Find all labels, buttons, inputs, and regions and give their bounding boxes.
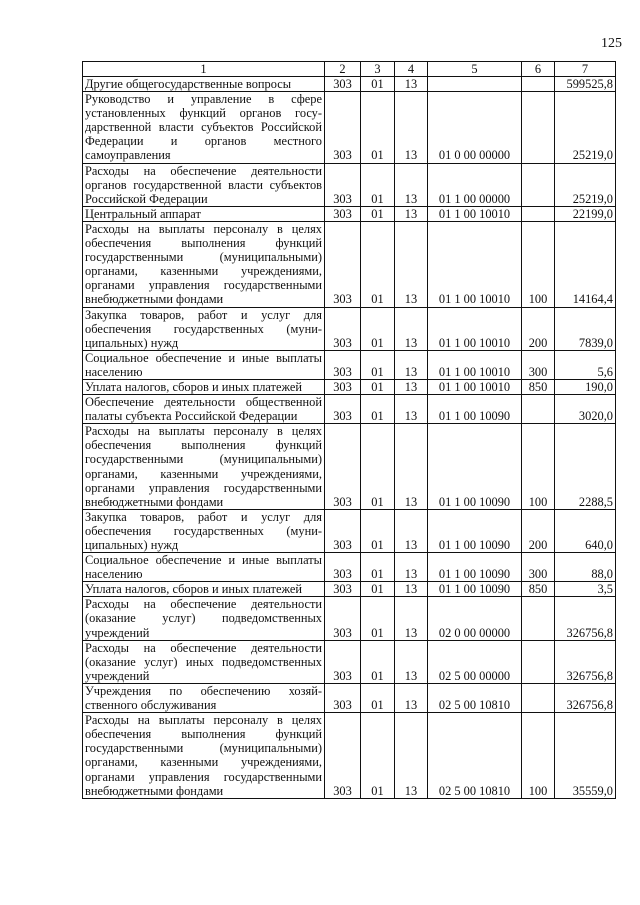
row-subsection: 13 (395, 424, 428, 510)
row-subsection: 13 (395, 206, 428, 221)
row-expense-type: 100 (522, 424, 555, 510)
table-row (83, 350, 616, 379)
row-target-article: 02 0 00 00000 (428, 597, 522, 640)
row-expense-type (522, 92, 555, 163)
table-row (83, 77, 616, 92)
row-target-article: 01 1 00 10010 (428, 350, 522, 379)
row-subsection: 13 (395, 307, 428, 350)
table-body (83, 77, 616, 799)
row-target-article (428, 77, 522, 92)
row-section: 01 (361, 713, 395, 799)
row-section: 01 (361, 597, 395, 640)
row-expense-type: 300 (522, 553, 555, 582)
row-subsection: 13 (395, 597, 428, 640)
row-section: 01 (361, 424, 395, 510)
row-expense-type (522, 640, 555, 683)
row-name: Расходы на выплаты персоналу в целях обеспечения выполнения функций государственными (муниципальными) органами, казенными учреждениями, органами управления государственными внебюджетными фондами (83, 424, 325, 510)
row-target-article: 01 1 00 00000 (428, 163, 522, 206)
row-section: 01 (361, 553, 395, 582)
row-expense-type: 850 (522, 582, 555, 597)
row-name: Учреждения по обеспечению хозяйственного обслуживания (83, 683, 325, 712)
row-target-article: 01 1 00 10010 (428, 307, 522, 350)
row-section: 01 (361, 77, 395, 92)
row-name: Расходы на обеспечение деятельности (оказание услуг) подведомственных учреждений (83, 597, 325, 640)
row-ministry: 303 (325, 350, 361, 379)
row-section: 01 (361, 582, 395, 597)
row-name: Расходы на выплаты персоналу в целях обеспечения выполнения функций государственными (муниципальными) органами, казенными учреждениями, органами управления государственными внебюджетными фондами (83, 713, 325, 799)
row-target-article: 02 5 00 10810 (428, 683, 522, 712)
row-amount: 25219,0 (555, 163, 616, 206)
row-name: Обеспечение деятельности общественной палаты субъекта Российской Федерации (83, 395, 325, 424)
page-number: 125 (601, 36, 622, 51)
row-subsection: 13 (395, 163, 428, 206)
table-row (83, 640, 616, 683)
row-target-article: 01 1 00 10010 (428, 221, 522, 307)
row-amount: 25219,0 (555, 92, 616, 163)
row-amount: 326756,8 (555, 597, 616, 640)
row-ministry: 303 (325, 395, 361, 424)
row-section: 01 (361, 509, 395, 552)
row-expense-type: 200 (522, 509, 555, 552)
row-subsection: 13 (395, 221, 428, 307)
row-section: 01 (361, 640, 395, 683)
row-target-article: 01 1 00 10090 (428, 509, 522, 552)
row-name: Другие общегосударственные вопросы (83, 77, 325, 92)
row-amount: 2288,5 (555, 424, 616, 510)
table-row (83, 206, 616, 221)
header-col-6: 6 (522, 62, 555, 77)
row-ministry: 303 (325, 307, 361, 350)
table-row (83, 713, 616, 799)
row-ministry: 303 (325, 379, 361, 394)
row-ministry: 303 (325, 713, 361, 799)
row-amount: 640,0 (555, 509, 616, 552)
row-expense-type (522, 163, 555, 206)
row-amount: 7839,0 (555, 307, 616, 350)
row-amount: 5,6 (555, 350, 616, 379)
row-name: Расходы на обеспечение деятельности органов государственной власти субъектов Российской Федерации (83, 163, 325, 206)
row-name: Закупка товаров, работ и услуг для обеспечения государственных (муниципальных) нужд (83, 509, 325, 552)
row-amount: 3020,0 (555, 395, 616, 424)
row-subsection: 13 (395, 713, 428, 799)
row-name: Расходы на выплаты персоналу в целях обеспечения выполнения функций государственными (муниципальными) органами, казенными учреждениями, органами управления государственными внебюджетными фондами (83, 221, 325, 307)
row-section: 01 (361, 206, 395, 221)
row-expense-type (522, 597, 555, 640)
row-expense-type (522, 395, 555, 424)
row-ministry: 303 (325, 553, 361, 582)
row-name: Социальное обеспечение и иные выплаты населению (83, 350, 325, 379)
row-subsection: 13 (395, 553, 428, 582)
row-section: 01 (361, 395, 395, 424)
row-ministry: 303 (325, 509, 361, 552)
row-expense-type (522, 206, 555, 221)
row-ministry: 303 (325, 424, 361, 510)
row-target-article: 02 5 00 00000 (428, 640, 522, 683)
row-amount: 14164,4 (555, 221, 616, 307)
header-col-1: 1 (83, 62, 325, 77)
row-amount: 190,0 (555, 379, 616, 394)
header-col-4: 4 (395, 62, 428, 77)
table-row (83, 597, 616, 640)
table-row (83, 92, 616, 163)
row-subsection: 13 (395, 582, 428, 597)
row-name: Социальное обеспечение и иные выплаты населению (83, 553, 325, 582)
row-subsection: 13 (395, 77, 428, 92)
row-name: Уплата налогов, сборов и иных платежей (83, 582, 325, 597)
row-amount: 88,0 (555, 553, 616, 582)
row-target-article: 01 1 00 10090 (428, 582, 522, 597)
row-ministry: 303 (325, 683, 361, 712)
row-amount: 326756,8 (555, 640, 616, 683)
table-row (83, 221, 616, 307)
row-name: Центральный аппарат (83, 206, 325, 221)
row-ministry: 303 (325, 597, 361, 640)
row-amount: 22199,0 (555, 206, 616, 221)
row-name: Руководство и управление в сфере установленных функций органов государственной власти субъектов Российской Федерации и органов местного самоуправления (83, 92, 325, 163)
row-ministry: 303 (325, 92, 361, 163)
row-section: 01 (361, 683, 395, 712)
row-subsection: 13 (395, 395, 428, 424)
row-ministry: 303 (325, 206, 361, 221)
row-section: 01 (361, 221, 395, 307)
row-name: Закупка товаров, работ и услуг для обеспечения государственных (муниципальных) нужд (83, 307, 325, 350)
row-section: 01 (361, 163, 395, 206)
table-header-row (83, 62, 616, 77)
row-expense-type: 850 (522, 379, 555, 394)
row-subsection: 13 (395, 683, 428, 712)
row-ministry: 303 (325, 640, 361, 683)
row-name: Расходы на обеспечение деятельности (оказание услуг) иных подведомственных учреждений (83, 640, 325, 683)
row-target-article: 01 1 00 10010 (428, 379, 522, 394)
row-subsection: 13 (395, 640, 428, 683)
row-amount: 35559,0 (555, 713, 616, 799)
row-subsection: 13 (395, 379, 428, 394)
row-expense-type (522, 683, 555, 712)
row-expense-type: 100 (522, 221, 555, 307)
row-target-article: 01 0 00 00000 (428, 92, 522, 163)
table-row (83, 553, 616, 582)
table-row (83, 163, 616, 206)
table-row (83, 424, 616, 510)
row-target-article: 01 1 00 10090 (428, 424, 522, 510)
row-name: Уплата налогов, сборов и иных платежей (83, 379, 325, 394)
table-row (83, 395, 616, 424)
row-target-article: 01 1 00 10090 (428, 553, 522, 582)
row-amount: 599525,8 (555, 77, 616, 92)
header-col-5: 5 (428, 62, 522, 77)
row-subsection: 13 (395, 509, 428, 552)
row-section: 01 (361, 350, 395, 379)
table-row (83, 509, 616, 552)
row-ministry: 303 (325, 77, 361, 92)
row-section: 01 (361, 307, 395, 350)
row-ministry: 303 (325, 582, 361, 597)
header-col-2: 2 (325, 62, 361, 77)
table-row (83, 683, 616, 712)
row-amount: 326756,8 (555, 683, 616, 712)
row-ministry: 303 (325, 221, 361, 307)
row-target-article: 01 1 00 10010 (428, 206, 522, 221)
table-row (83, 379, 616, 394)
table-row (83, 582, 616, 597)
row-subsection: 13 (395, 92, 428, 163)
row-target-article: 02 5 00 10810 (428, 713, 522, 799)
row-ministry: 303 (325, 163, 361, 206)
table-row (83, 307, 616, 350)
header-col-3: 3 (361, 62, 395, 77)
row-section: 01 (361, 379, 395, 394)
row-expense-type: 300 (522, 350, 555, 379)
row-target-article: 01 1 00 10090 (428, 395, 522, 424)
row-amount: 3,5 (555, 582, 616, 597)
header-col-7: 7 (555, 62, 616, 77)
row-expense-type (522, 77, 555, 92)
row-subsection: 13 (395, 350, 428, 379)
row-expense-type: 200 (522, 307, 555, 350)
row-section: 01 (361, 92, 395, 163)
budget-table (82, 61, 616, 799)
row-expense-type: 100 (522, 713, 555, 799)
